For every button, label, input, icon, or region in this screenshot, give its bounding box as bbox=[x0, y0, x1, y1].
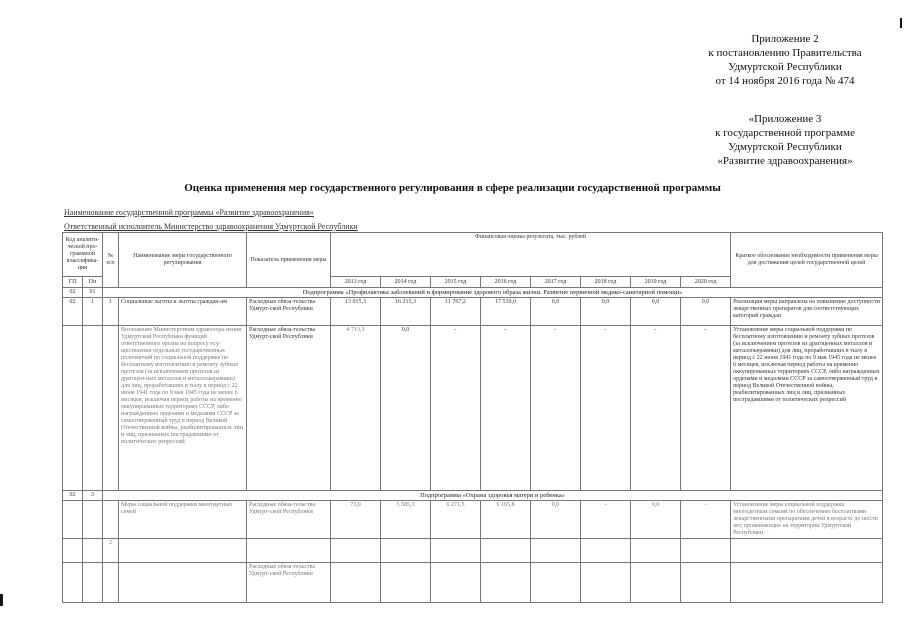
row-value: 16 215,3 bbox=[381, 298, 431, 326]
row-value bbox=[631, 563, 681, 603]
row-value bbox=[481, 539, 531, 563]
row-value: 0,0 bbox=[631, 298, 681, 326]
subprogram-pp: 3 bbox=[83, 491, 103, 501]
row-rationale bbox=[731, 539, 883, 563]
subprogram-title: Подпрограмма «Охрана здоровья матери и ребенка» bbox=[103, 491, 883, 501]
subprogram-row bbox=[63, 491, 883, 501]
row-value bbox=[331, 539, 381, 563]
header-year: 2019 год bbox=[631, 277, 681, 288]
row-value bbox=[581, 539, 631, 563]
row-pp: 1 bbox=[83, 298, 103, 326]
row-value: 6 165,8 bbox=[481, 501, 531, 539]
row-num: 2 bbox=[103, 539, 119, 563]
document-title: Оценка применения мер государственного регулирования в сфере реализации государственной программы bbox=[184, 182, 721, 194]
header-num: № п/п bbox=[103, 233, 119, 288]
appendix-line: к государственной программе bbox=[715, 127, 855, 139]
row-indicator: Расходные обяза-тельства Удмурт-ской Республики bbox=[247, 326, 331, 491]
row-value bbox=[381, 563, 431, 603]
executor-line-text: Ответственный исполнитель Министерство здравоохранения Удмуртской Республики bbox=[64, 222, 358, 231]
appendix-line: к постановлению Правительства bbox=[708, 47, 862, 59]
row-indicator: Расходные обяза-тельства Удмурт-ской Республики bbox=[247, 298, 331, 326]
header-indicator: Показатель применения меры bbox=[247, 233, 331, 288]
header-pp: Пп bbox=[83, 277, 103, 288]
header-year: 2013 год bbox=[331, 277, 381, 288]
row-value: 13 015,3 bbox=[331, 298, 381, 326]
header-gp: ГП bbox=[63, 277, 83, 288]
row-value bbox=[681, 563, 731, 603]
row-value: 0,0 bbox=[531, 501, 581, 539]
row-value bbox=[481, 563, 531, 603]
subprogram-gp: 02 bbox=[63, 491, 83, 501]
header-year: 2016 год bbox=[481, 277, 531, 288]
row-value bbox=[431, 563, 481, 603]
row-rationale: Установление меры социальной поддержки по бесплатному изготовлению и ремонту зубных протезов (за исключением протезов из драгоценных металлов и металлокерамики) для лиц, проработавших в тылу в период с 22 июня 1941 года по 9 мая 1945 года не менее 6 месяцев, исключая период работы на временно оккупированных территориях СССР, либо награжденных орденами и медалями СССР за самоотверженный труд в период Великой Отечественной войны, реабилитированных лиц и лиц, признанных пострадавшими от политических репрессий bbox=[731, 326, 883, 491]
row-value bbox=[431, 539, 481, 563]
row-value: 0,0 bbox=[581, 298, 631, 326]
appendix-line: от 14 ноября 2016 года № 474 bbox=[715, 75, 855, 87]
row-indicator: Расходные обяза-тельства Удмурт-ской Республики bbox=[247, 563, 331, 603]
subprogram-gp: 02 bbox=[63, 288, 83, 298]
row-value: - bbox=[531, 326, 581, 491]
row-value: - bbox=[631, 326, 681, 491]
table-row bbox=[63, 298, 883, 326]
table-row bbox=[63, 326, 883, 491]
appendix-line: Удмуртской Республики bbox=[728, 141, 842, 153]
executor-line bbox=[64, 222, 358, 231]
row-gp: 02 bbox=[63, 298, 83, 326]
row-rationale: Реализация меры направлена на повышение доступности лекарственных препаратов для соответствующих категорий граждан bbox=[731, 298, 883, 326]
table-row bbox=[63, 563, 883, 603]
subprogram-title: Подпрограмма «Профилактика заболеваний и формирование здорового образа жизни. Развитие первичной медико-санитарной помощи» bbox=[103, 288, 883, 298]
header-measure: Наименование меры государственного регулирования bbox=[119, 233, 247, 288]
row-measure bbox=[119, 563, 247, 603]
row-value: 0,0 bbox=[381, 326, 431, 491]
row-value bbox=[681, 539, 731, 563]
appendix-line: «Приложение 3 bbox=[748, 113, 822, 125]
program-line-text: Наименование государственной программы «Развитие здравоохранения» bbox=[64, 208, 314, 217]
header-year: 2014 год bbox=[381, 277, 431, 288]
row-value: - bbox=[481, 326, 531, 491]
row-value: 6 271,5 bbox=[431, 501, 481, 539]
row-value: 17 530,0 bbox=[481, 298, 531, 326]
row-value: 73,0 bbox=[331, 501, 381, 539]
header-year: 2015 год bbox=[431, 277, 481, 288]
row-measure: Возложение Министерством здравоохра-нения Удмуртской Республики функций ответственного органа по вопросу осу-ществления отдельных государственных полномочий по социальной поддержке по бесплатному изготовлению и ремонту зубных протезов (за исключением протезов из драгоцен-ных металлов и металлокерамики) для лиц, проработавших в тылу в период с 22 июня 1941 года по 9 мая 1945 года не менее 6 месяцев, исключая период работы на временно оккупированных территориях СССР, либо награжденных орденами и медалями СССР за самоотверженный труд в период Великой Отечественной войны, реабилитированных лиц и лиц, признанных пострадавшими от политических репрессий bbox=[119, 326, 247, 491]
row-rationale: Установление меры социальной поддержки многодетным семьям по обеспечению бесплатными лекарственными препаратами детей в возрасте до шести лет, проживающих на территории Удмуртской Республики bbox=[731, 501, 883, 539]
program-line bbox=[64, 208, 314, 217]
header-code: Код аналити-ческой про-граммной классифика-ции bbox=[63, 233, 103, 277]
header-finance: Финансовая оценка результата, тыс. рублей bbox=[331, 233, 731, 277]
table-header-row bbox=[63, 233, 883, 277]
appendix-line: Удмуртской Республики bbox=[728, 61, 842, 73]
row-value: - bbox=[681, 326, 731, 491]
row-rationale bbox=[731, 563, 883, 603]
row-value: - bbox=[681, 501, 731, 539]
row-value bbox=[531, 563, 581, 603]
row-value: 5 585,3 bbox=[381, 501, 431, 539]
row-value bbox=[331, 563, 381, 603]
scan-mark-left bbox=[0, 594, 3, 606]
row-value bbox=[581, 563, 631, 603]
subprogram-row bbox=[63, 288, 883, 298]
row-indicator bbox=[247, 539, 331, 563]
row-value: 0,0 bbox=[681, 298, 731, 326]
subprogram-pp: 01 bbox=[83, 288, 103, 298]
row-measure: Меры социальной поддержки многодетных семей bbox=[119, 501, 247, 539]
header-year: 2020 год bbox=[681, 277, 731, 288]
regulation-measures-table bbox=[62, 232, 883, 603]
header-year: 2017 год bbox=[531, 277, 581, 288]
appendix-line: Приложение 2 bbox=[751, 33, 819, 45]
table-row bbox=[63, 501, 883, 539]
row-value: - bbox=[581, 501, 631, 539]
scan-mark-right bbox=[900, 18, 902, 28]
header-year: 2018 год bbox=[581, 277, 631, 288]
row-value bbox=[381, 539, 431, 563]
row-measure: Социальные льготы и льготы граждан-ам bbox=[119, 298, 247, 326]
header-rationale: Краткое обоснование необходимости применения меры для достижения целей государственной целей bbox=[731, 233, 883, 288]
row-indicator: Расходные обяза-тельства Удмурт-ской Республики bbox=[247, 501, 331, 539]
table-row bbox=[63, 539, 883, 563]
row-value: 4 713,3 bbox=[331, 326, 381, 491]
row-value: 0,0 bbox=[531, 298, 581, 326]
row-value: - bbox=[431, 326, 481, 491]
appendix-line: «Развитие здравоохранения» bbox=[717, 155, 853, 167]
row-value: - bbox=[581, 326, 631, 491]
row-value bbox=[531, 539, 581, 563]
row-value: 11 767,2 bbox=[431, 298, 481, 326]
row-value: 0,0 bbox=[631, 501, 681, 539]
row-value bbox=[631, 539, 681, 563]
row-num: 1 bbox=[103, 298, 119, 326]
row-measure bbox=[119, 539, 247, 563]
